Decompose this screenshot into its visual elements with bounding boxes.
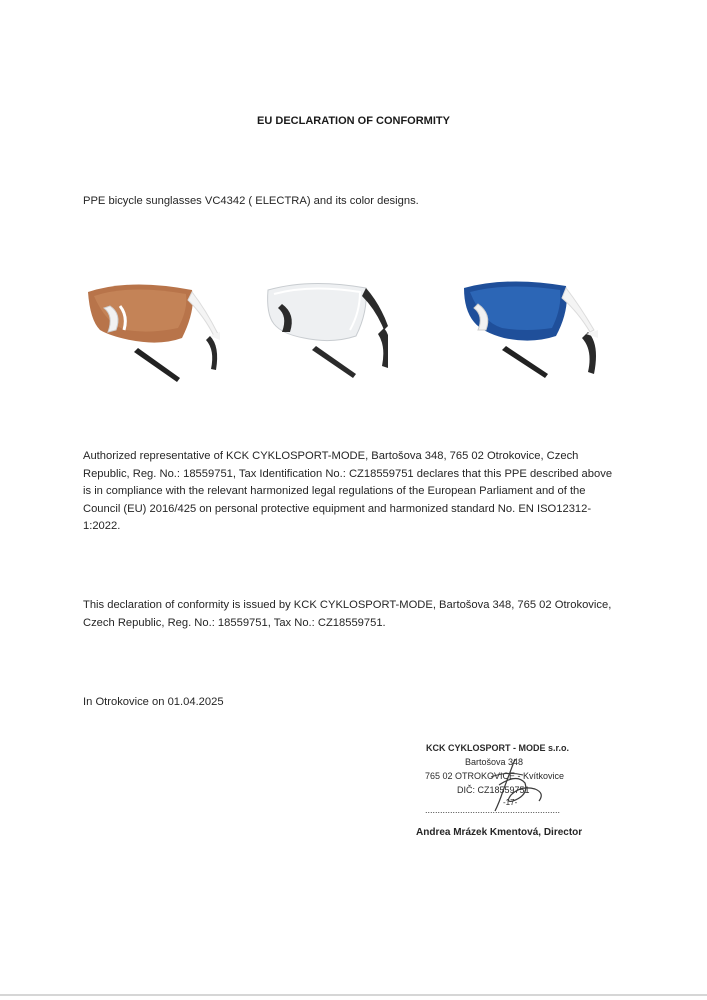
place-date: In Otrokovice on 01.04.2025 — [83, 696, 224, 708]
stamp-number: -17- — [503, 798, 518, 807]
stamp-company: KCK CYKLOSPORT - MODE s.r.o. — [426, 743, 570, 753]
orange-lens-glasses-image — [70, 270, 220, 390]
stamp-street: Bartošova 348 — [465, 757, 524, 767]
issuer-paragraph: This declaration of conformity is issued by KCK CYKLOSPORT-MODE, Bartošova 348, 765 02 Otrokovice, Czech Republic, Reg. No.: 18559751, Tax No.: CZ18559751. — [83, 599, 612, 629]
compliance-paragraph: Authorized representative of KCK CYKLOSPORT-MODE, Bartošova 348, 765 02 Otrokovice, Czech Republic, Reg. No.: 18559751, Tax Identification No.: CZ18559751 declares that this PPE described above is in compliance with the relevant harmonized legal regulations of the European Parliament and of the Council (EU) 2016/425 on personal protective equipment and harmonized standard No. EN ISO12312-1:2022. — [83, 450, 613, 533]
stamp-vat: DIČ: CZ18559751 — [457, 785, 530, 795]
page-edge-line — [0, 994, 707, 996]
stamp-city: 765 02 OTROKOVICE - Kvítkovice — [425, 771, 565, 781]
document-title: EU DECLARATION OF CONFORMITY — [257, 115, 450, 127]
signer-name: Andrea Mrázek Kmentová, Director — [416, 827, 583, 838]
intro-text: PPE bicycle sunglasses VC4342 ( ELECTRA) and its color designs. — [83, 195, 419, 207]
clear-lens-glasses-image — [238, 270, 388, 390]
blue-lens-glasses-image — [448, 270, 598, 390]
signature-line: ...................................................... — [425, 805, 561, 815]
